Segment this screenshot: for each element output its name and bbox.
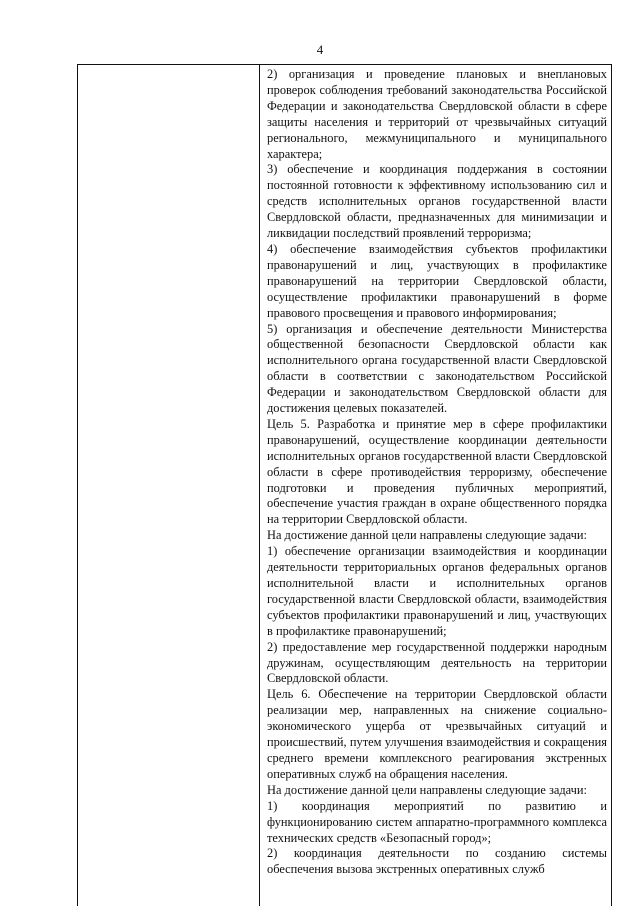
table-right-cell: [260, 67, 611, 878]
paragraph-goal-6-task-1: 1) координация мероприятий по развитию и функционированию систем аппаратно-программного комплекса технических средств «Безопасный город»;: [267, 798, 607, 845]
paragraph-goal-6-task-2: 2) координация деятельности по созданию системы обеспечения вызова экстренных оперативных служб: [267, 846, 607, 877]
paragraph-task-4-prevention: 4) обеспечение взаимодействия субъектов профилактики правонарушений и лиц, участвующих в профилактике правонарушений на территории Свердловской области, осуществление профилактики правонарушений в форме правового просвещения и правового информирования;: [267, 241, 607, 320]
paragraph-goal-5-tasks-intro: На достижение данной цели направлены следующие задачи:: [267, 528, 587, 543]
paragraph-goal-6-tasks-intro: На достижение данной цели направлены следующие задачи:: [267, 782, 587, 797]
paragraph-goal-5-task-1: 1) обеспечение организации взаимодействия и координации деятельности территориальных органов федеральных органов исполнительной власти и исполнительных органов государственной власти Свердловской области, взаимодействия субъектов профилактики правонарушений и лиц, участвующих в профилактике правонарушений;: [267, 544, 607, 638]
table-left-cell: [78, 65, 260, 906]
paragraph-goal-5: Цель 5. Разработка и принятие мер в сфере профилактики правонарушений, осуществление координации деятельности исполнительных органов государственной власти Свердловской области в сфере противодействия терроризму, обеспечение подготовки и проведения публичных мероприятий, обеспечение участия граждан в охране общественного порядка на территории Свердловской области.: [267, 416, 607, 527]
paragraph-goal-5-task-2: 2) предоставление мер государственной поддержки народным дружинам, осуществляющим деятельность на территории Свердловской области.: [267, 639, 607, 686]
page-number: 4: [316, 42, 324, 57]
document-table: [77, 64, 612, 906]
paragraph-task-5-ministry: 5) организация и обеспечение деятельности Министерства общественной безопасности Свердловской области как исполнительного органа государственной власти Свердловской области в соответствии с законодательством Российской Федерации и законодательством Свердловской области для достижения целевых показателей.: [267, 321, 607, 416]
paragraph-task-3-readiness: 3) обеспечение и координация поддержания в состоянии постоянной готовности к эффективному использованию сил и средств исполнительных органов государственной власти Свердловской области, предназначенных для минимизации и ликвидации последствий проявлений терроризма;: [267, 162, 607, 241]
paragraph-task-2-inspections: 2) организация и проведение плановых и внеплановых проверок соблюдения требований законодательства Российской Федерации и законодательства Свердловской области в сфере защиты населения и территорий от чрезвычайных ситуаций регионального, межмуниципального и муниципального характера;: [267, 67, 607, 161]
paragraph-goal-6: Цель 6. Обеспечение на территории Свердловской области реализации мер, направленных на снижение социально-экономического ущерба от чрезвычайных ситуаций и происшествий, путем улучшения взаимодействия и сокращения среднего времени комплексного реагирования экстренных оперативных служб на обращения населения.: [267, 687, 607, 781]
